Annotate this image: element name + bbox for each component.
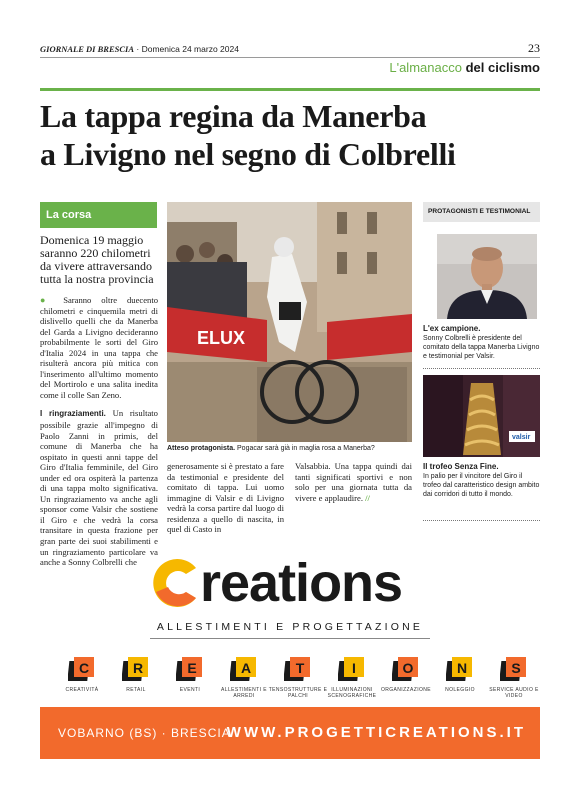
paragraph-thanks-part-1: Un risultato possibile grazie all'impegno di Paolo Zanni in primis, del comune di Manerba che ha ospitato in questi anni tappe del Giro d'Italia femminile, del Giro under ed ora ospiterà la partenza di una tappa molto significativa. Un ringraziamento va anche agli sponsor come Valsir che sostiene il Giro e che vedrà la corsa transitare in questa frazione per gran parte dei suoi stabilimenti e un ringraziamento particolare va anche a Sonny Colbrelli che (40, 408, 158, 568)
headline-line-2: a Livigno nel segno di Colbrelli (40, 136, 456, 172)
sidebar-item-1 (423, 323, 540, 361)
service-label: TENSOSTRUTTURE E PALCHI (268, 687, 328, 699)
section-rule (40, 88, 540, 91)
sidebar-divider-1 (423, 368, 540, 369)
a-letter-icon (230, 655, 258, 683)
service-label: EVENTI (179, 687, 201, 693)
service-5 (268, 655, 328, 699)
ad-divider (150, 638, 430, 639)
sidebar-item-2 (423, 461, 540, 499)
photo-caption (167, 444, 412, 453)
service-6 (322, 655, 382, 699)
service-7 (376, 655, 436, 693)
paragraph-intro (40, 295, 158, 400)
headline-line-1: La tappa regina da Manerba (40, 98, 427, 134)
e-letter-icon (176, 655, 204, 683)
ad-location: VOBARNO (BS) · BRESCIA (58, 726, 231, 740)
svg-text:S: S (511, 660, 521, 676)
service-label: ORGANIZZAZIONE (380, 687, 432, 693)
c-logo-icon (150, 552, 202, 614)
newspaper-name: GIORNALE DI BRESCIA (40, 44, 135, 54)
sidebar-divider-2 (423, 520, 540, 521)
service-label: RETAIL (126, 687, 146, 693)
svg-text:T: T (295, 660, 305, 676)
runin-heading: I ringraziamenti. (40, 409, 106, 419)
service-label: ILLUMINAZIONI SCENOGRAFICHE (327, 687, 377, 699)
section-title-bold: del ciclismo (465, 60, 540, 75)
svg-text:A: A (240, 660, 252, 676)
banner-text: ELUX (197, 328, 246, 348)
paragraph-thanks (40, 408, 158, 567)
paragraph-intro-text: Saranno oltre duecento chilometri e cinquemila metri di dislivello quelli che da Manerba del Garda a Livigno decideranno probabilmente le sorti del Giro d'Italia 2024 in una tappa che risulterà ancora più mitica con l'inserimento all'ultimo momento del Mortirolo e una salita inedita come il colle San Zeno. (40, 295, 158, 400)
brand-name: reations (200, 553, 403, 613)
body-column-1 (40, 295, 158, 576)
sidebar-item-2-text: In palio per il vincitore del Giro il trofeo dal caratteristico design ambito dai corridori di tutto il mondo. (423, 473, 540, 498)
s-letter-icon (500, 655, 528, 683)
r-letter-icon (122, 655, 150, 683)
main-photo (167, 202, 412, 442)
photo-caption-text: Pogacar sarà già in maglia rosa a Manerba? (237, 445, 375, 452)
service-1 (52, 655, 112, 693)
photo-caption-title: Atteso protagonista. (167, 445, 236, 452)
valsir-badge: valsir (512, 434, 531, 441)
service-label: CREATIVITÀ (65, 687, 99, 693)
creations-logo (150, 552, 430, 616)
c-letter-icon (68, 655, 96, 683)
paragraph-thanks-part-3: Valsabbia. Una tappa quindi dai tanti significati sportivi e non solo per una giornata tutta da vivere e applaudire. (295, 461, 412, 503)
kicker-label: La corsa (40, 202, 157, 228)
trophy-photo (423, 375, 540, 457)
svg-text:C: C (78, 660, 90, 676)
paragraph-thanks-part-3-wrap (295, 461, 412, 503)
headline (40, 97, 550, 173)
bullet-icon: ● (40, 295, 54, 305)
header-separator: · (136, 44, 140, 54)
svg-text:E: E (187, 660, 197, 676)
body-column-3 (295, 461, 412, 511)
n-letter-icon (446, 655, 474, 683)
ad-contact-bar (40, 707, 540, 759)
sidebar-item-1-title: L'ex campione. (423, 324, 481, 333)
colbrelli-photo (437, 234, 537, 319)
sidebar-item-1-text: Sonny Colbrelli è presidente del comitato della tappa Manerba Livigno e testimonial per Valsir. (423, 335, 540, 360)
sidebar-label: PROTAGONISTI E TESTIMONIAL (423, 202, 540, 222)
body-column-2 (167, 461, 284, 543)
subheadline: Domenica 19 maggio saranno 220 chilometri da vivere attraversando tutta la nostra provincia (40, 233, 154, 286)
paragraph-thanks-part-2: generosamente si è prestato a fare da testimonial e presidente del comitato di tappa. Lui uomo immagine di Valsir e di Livigno vedrà la corsa partire dal luogo di residenza a quello di nascita, in quel di Casto in (167, 461, 284, 535)
svg-text:R: R (132, 660, 144, 676)
i-letter-icon (338, 655, 366, 683)
issue-date: Domenica 24 marzo 2024 (141, 44, 239, 54)
service-3 (160, 655, 220, 693)
ad-website[interactable]: WWW.PROGETTICREATIONS.IT (226, 724, 526, 741)
sidebar-item-2-title: Il trofeo Senza Fine. (423, 462, 499, 471)
service-4 (214, 655, 274, 699)
section-title-light: L'almanacco (389, 60, 462, 75)
service-label: NOLEGGIO (445, 687, 475, 693)
page-header (40, 44, 239, 54)
services-row (52, 655, 539, 701)
section-title (389, 60, 540, 75)
t-letter-icon (284, 655, 312, 683)
brand-tagline: ALLESTIMENTI E PROGETTAZIONE (156, 621, 424, 633)
o-letter-icon (392, 655, 420, 683)
end-mark: // (365, 492, 370, 503)
service-label: SERVICE AUDIO E VIDEO (489, 687, 539, 699)
svg-text:I: I (352, 660, 356, 676)
service-label: ALLESTIMENTI E ARREDI (221, 687, 267, 699)
header-divider (40, 57, 540, 58)
service-2 (106, 655, 166, 693)
svg-text:N: N (456, 660, 468, 676)
service-8 (430, 655, 490, 693)
service-9 (484, 655, 544, 699)
svg-text:O: O (402, 660, 414, 676)
page-number: 23 (528, 41, 540, 55)
